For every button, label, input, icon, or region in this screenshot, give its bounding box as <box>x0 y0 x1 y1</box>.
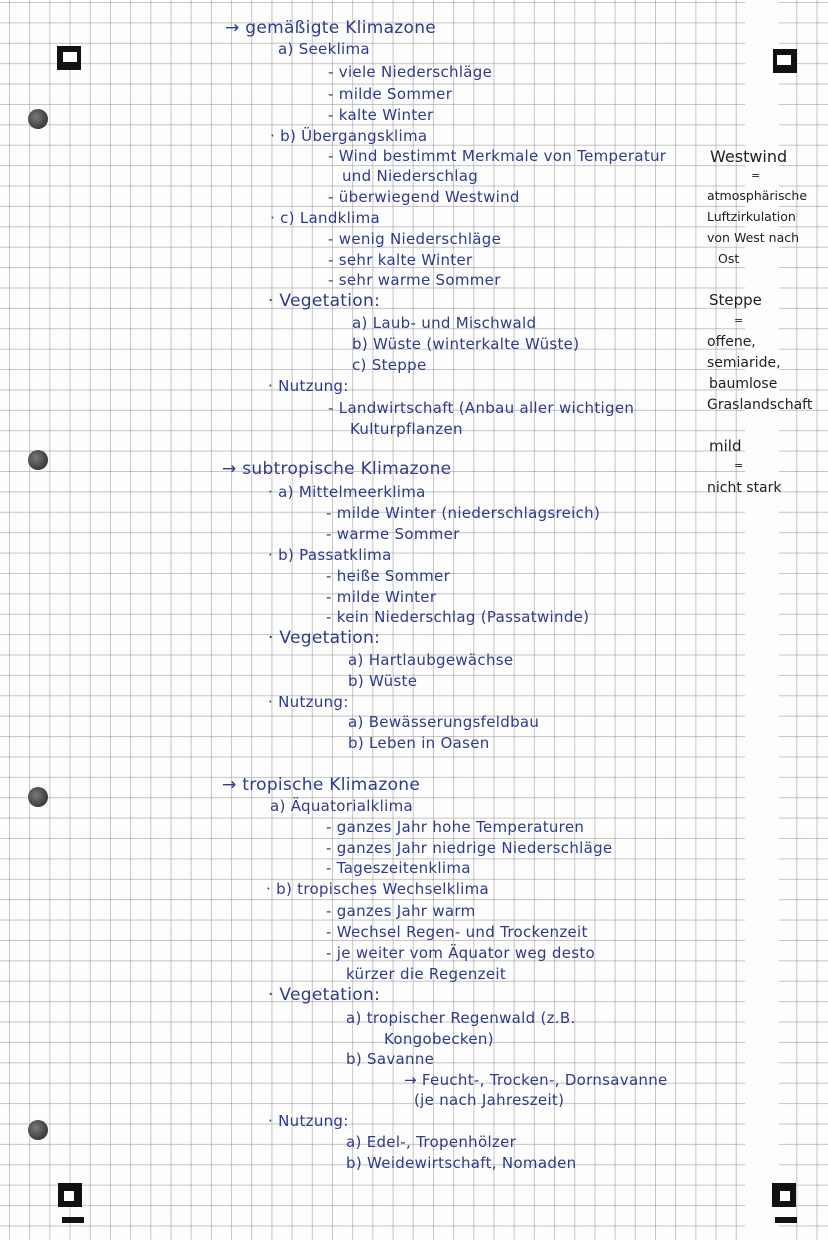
vegetation-label: · Vegetation: <box>268 985 381 1005</box>
marker-bar-icon <box>62 1217 84 1223</box>
margin-equals: = <box>751 169 761 182</box>
vegetation-label: · Vegetation: <box>268 628 381 648</box>
margin-term: mild <box>709 437 742 455</box>
punch-hole <box>28 450 48 470</box>
subsection-label: a) Äquatorialklima <box>270 797 414 815</box>
list-item: - heiße Sommer <box>326 567 451 585</box>
list-item: b) Weidewirtschaft, Nomaden <box>346 1154 577 1172</box>
corner-marker-icon <box>772 1183 796 1207</box>
corner-marker-icon <box>57 46 81 70</box>
list-item: a) Laub- und Mischwald <box>352 314 537 332</box>
list-item: - milde Winter <box>326 588 437 606</box>
margin-definition: Graslandschaft <box>707 397 813 413</box>
list-item: b) Leben in Oasen <box>348 734 490 752</box>
list-item: - Wind bestimmt Merkmale von Temperatur <box>328 147 667 165</box>
list-item: - je weiter vom Äquator weg desto <box>326 944 596 962</box>
section-title: → tropische Klimazone <box>222 775 421 795</box>
list-item: - überwiegend Westwind <box>328 188 520 206</box>
list-item: kürzer die Regenzeit <box>346 965 507 983</box>
list-item: c) Steppe <box>352 356 427 374</box>
corner-marker-icon <box>773 49 797 73</box>
margin-definition: atmosphärische <box>707 188 808 203</box>
list-item: - warme Sommer <box>326 525 460 543</box>
list-item: - Wechsel Regen- und Trockenzeit <box>326 923 588 941</box>
list-item: - sehr warme Sommer <box>328 271 501 289</box>
subsection-label: · a) Mittelmeerklima <box>268 483 426 501</box>
margin-definition: von West nach <box>707 230 800 245</box>
list-item: Kongobecken) <box>384 1030 494 1048</box>
margin-definition: offene, <box>707 334 756 350</box>
margin-equals: = <box>734 314 744 327</box>
margin-equals: = <box>734 459 744 472</box>
usage-label: · Nutzung: <box>268 1112 349 1130</box>
list-item: a) tropischer Regenwald (z.B. <box>346 1009 576 1027</box>
list-item: a) Edel-, Tropenhölzer <box>346 1133 517 1151</box>
margin-definition: nicht stark <box>707 480 782 496</box>
usage-label: · Nutzung: <box>268 377 349 395</box>
margin-term: Westwind <box>710 147 788 166</box>
list-item: - ganzes Jahr hohe Temperaturen <box>326 818 585 836</box>
subsection-label: · b) tropisches Wechselklima <box>266 880 490 898</box>
list-item: - ganzes Jahr warm <box>326 902 476 920</box>
list-item: - milde Sommer <box>328 85 453 103</box>
list-item: b) Wüste <box>348 672 418 690</box>
list-item: (je nach Jahreszeit) <box>414 1091 565 1109</box>
subsection-label: · c) Landklima <box>270 209 381 227</box>
list-item: - Tageszeitenklima <box>326 859 471 877</box>
vegetation-label: · Vegetation: <box>268 291 381 311</box>
usage-label: · Nutzung: <box>268 693 349 711</box>
list-item: - Landwirtschaft (Anbau aller wichtigen <box>328 399 635 417</box>
list-item: → Feucht-, Trocken-, Dornsavanne <box>404 1071 668 1089</box>
list-item: Kulturpflanzen <box>350 420 463 438</box>
section-title: → gemäßigte Klimazone <box>225 18 437 38</box>
subsection-label: · b) Übergangsklima <box>270 127 428 145</box>
punch-hole <box>28 109 48 129</box>
margin-definition: Luftzirkulation <box>707 209 796 224</box>
subsection-label: · b) Passatklima <box>268 546 392 564</box>
list-item: - sehr kalte Winter <box>328 251 473 269</box>
list-item: a) Bewässerungsfeldbau <box>348 713 540 731</box>
list-item: und Niederschlag <box>342 167 479 185</box>
list-item: - wenig Niederschläge <box>328 230 502 248</box>
list-item: b) Wüste (winterkalte Wüste) <box>352 335 580 353</box>
punch-hole <box>28 787 48 807</box>
list-item: - kalte Winter <box>328 106 434 124</box>
punch-hole <box>28 1120 48 1140</box>
list-item: - viele Niederschläge <box>328 63 493 81</box>
margin-definition: Ost <box>718 251 740 266</box>
marker-bar-icon <box>775 1217 797 1223</box>
list-item: - milde Winter (niederschlagsreich) <box>326 504 601 522</box>
subsection-label: a) Seeklima <box>278 40 370 58</box>
margin-term: Steppe <box>709 291 762 309</box>
section-title: → subtropische Klimazone <box>222 459 452 479</box>
list-item: a) Hartlaubgewächse <box>348 651 514 669</box>
list-item: - ganzes Jahr niedrige Niederschläge <box>326 839 613 857</box>
list-item: - kein Niederschlag (Passatwinde) <box>326 608 590 626</box>
corner-marker-icon <box>58 1183 82 1207</box>
list-item: b) Savanne <box>346 1050 435 1068</box>
margin-definition: semiaride, <box>707 355 781 371</box>
margin-definition: baumlose <box>709 376 778 392</box>
